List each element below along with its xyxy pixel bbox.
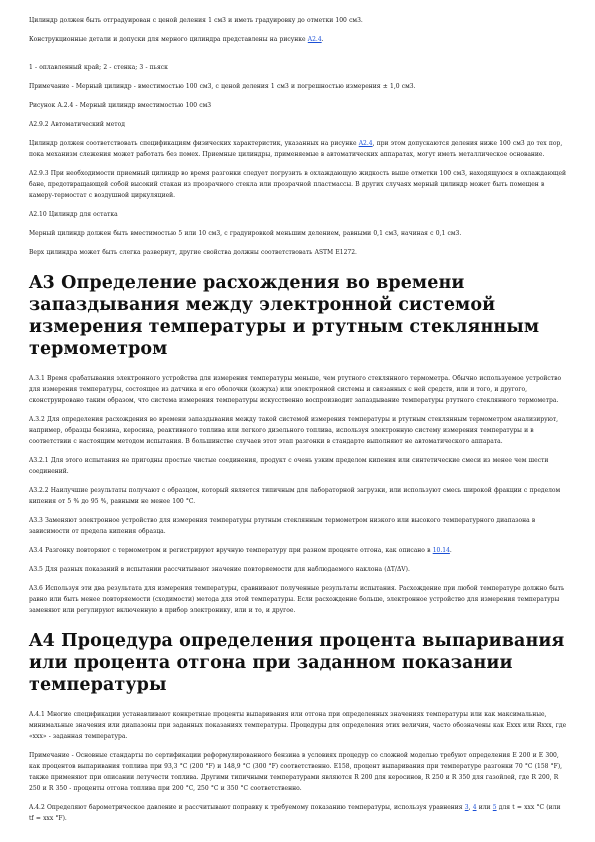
paragraph: Мерный цилиндр должен быть вместимостью 5 или 10 см3, с градуировкой меньшим делением, равными 0,1 см3, начиная с 0,1 см3. xyxy=(29,230,462,237)
paragraph-text: Цилиндр должен соответствовать спецификациям физических характеристик, указанных на рисунке xyxy=(29,140,359,147)
paragraph-text: Конструкционные детали и допуски для мерного цилиндра представлены на рисунке xyxy=(29,36,308,43)
paragraph: A3.2.2 Наилучшие результаты получают с образцом, который является типичным для лабораторной загрузки, или используют смесь широкой фракции с пределом кипения от 5 % до 95 %, равными не менее 100 °C. xyxy=(29,487,561,505)
paragraph-text: , при этом допускаются деления ниже 100 см3 до тех пор, пока механизм слежения может работать без помех. Приемные цилиндры, применяемые в автоматических аппаратах, могут иметь металлическое основание. xyxy=(29,140,563,158)
paragraph-text: . xyxy=(321,36,324,43)
paragraph xyxy=(29,545,567,556)
equation-link[interactable]: 3 xyxy=(464,804,469,811)
note: Примечание - Мерный цилиндр - вместимостью 100 см3, с ценой деления 1 см3 и погрешностью измерения ± 1,0 см3. xyxy=(29,83,416,90)
figure-caption: Рисунок A.2.4 - Мерный цилиндр вместимостью 100 см3 xyxy=(29,102,212,109)
paragraph: A3.5 Для разных показаний в испытании рассчитывают значение повторяемости для наблюдаемого наклона (ΔT/ΔV). xyxy=(29,566,410,573)
paragraph-text: A.4.2 Определяют барометрическое давление и рассчитывают поправку к требуемому показанию температуры, используя уравнения xyxy=(29,804,465,811)
section-heading-a3: A3 Определение расхождения во времени запаздывания между электронной системой измерения температуры и ртутным стеклянным термометром xyxy=(29,273,540,359)
paragraph: A3.6 Используя эти два результата для измерения температуры, сравнивают полученные результаты испытания. Расхождение при любой температуре должно быть равно или быть менее повторяемости (сходимости) метода для этой температуры. Если расхождение больше, электронное устройство для измерения температуры заменяют или регулируют включенную в прибор электронику, или и то, и другое. xyxy=(29,585,565,614)
subsection-title: A2.10 Цилиндр для остатка xyxy=(29,211,118,218)
equation-link[interactable]: 4 xyxy=(472,804,477,811)
paragraph-text: . xyxy=(449,547,452,554)
paragraph xyxy=(29,802,567,824)
paragraph-text: или xyxy=(476,804,493,811)
figure-legend: 1 - оплавленный край; 2 - стенка; 3 - пьяск xyxy=(29,64,168,71)
section-heading-a4: A4 Процедура определения процента выпаривания или процента отгона при заданном показании температуры xyxy=(29,631,565,695)
note: Примечание - Основные стандарты по сертификации реформулированного бензина в условиях процедур со сложной моделью требуют определения E 200 и E 300, как процентов выпаривания топлива при 93,3 °C (200 °F) и 148,9 °C (300 °F) соответственно. E158, процент выпаривания при температуре разгонки 70 °C (158 °F), также применяют при описании летучести топлива. Другими типичными температурами являются R 200 для керосинов, R 250 и R 350 для газойлей, где R 200, R 250 и R 350 - проценты отгона топлива при 200 °C, 250 °C и 350 °C соответственно. xyxy=(29,752,563,792)
paragraph-text: A3.4 Разгонку повторяют с термометром и регистрируют вручную температуру при разном проценте отгона, как описано в xyxy=(29,547,433,554)
paragraph: A.4.1 Многие спецификации устанавливают конкретные проценты выпаривания или отгона при определенных значениях температуры или как максимальные, минимальные значения или диапазоны при заданных показаниях температуры. Процедуры для определения этих величин, часто обозначены как Exxx или Rxxx, где «xxx» - заданная температура. xyxy=(29,711,567,740)
figure-link[interactable]: A2.4 xyxy=(358,140,373,147)
paragraph: A3.3 Заменяют электронное устройство для измерения температуры ртутным стеклянным термометром низкого или высокого температурного диапазона в зависимости от предела кипения образца. xyxy=(29,517,536,535)
figure-link[interactable]: A2.4 xyxy=(307,36,322,43)
paragraph: Цилиндр должен быть отградуирован с ценой деления 1 см3 и иметь градуировку до отметки 100 см3. xyxy=(29,17,363,24)
paragraph xyxy=(29,138,567,160)
paragraph xyxy=(29,34,567,45)
paragraph: A.3.2 Для определения расхождения во времени запаздывания между такой системой измерения температуры и ртутным стеклянным термометром анализируют, например, образцы бензина, керосина, реактивного топлива или легкого дизельного топлива, используя электронную систему измерения температуры и в соответствии с настоящим методом испытания. В большинстве случаев этот этап разгонки в стандарте выполняют не автоматического аппарата. xyxy=(29,416,559,445)
paragraph: A3.2.1 Для этого испытания не пригодны простые чистые соединения, продукт с очень узким пределом кипения или синтетические смеси из менее чем шести соединений. xyxy=(29,457,549,475)
subsection-title: A2.9.2 Автоматический метод xyxy=(29,121,125,128)
paragraph: A2.9.3 При необходимости приемный цилиндр во время разгонки следует погрузить в охлаждающую жидкость выше отметки 100 см3, находящуюся в охлаждающей бане, предотвращающей собой высокий стакан из прозрачного стекла или прозрачной пластмассы. В других случаях мерный цилиндр может быть помещен в камеру-термостат с воздушной циркуляцией. xyxy=(29,170,567,199)
paragraph: A.3.1 Время срабатывания электронного устройства для измерения температуры меньше, чем ртутного стеклянного термометра. Обычно используемое устройство для измерения температуры, состоящее из датчика и его оболочки (кожуха) или электронной системы и связанных с ней средств, или и того, и другого, сконструировано таким образом, что система измерения температуры искусственно воспроизводит запаздывание температуры ртутного стеклянного термометра. xyxy=(29,375,562,404)
paragraph-text: , xyxy=(468,804,473,811)
equation-link[interactable]: 5 xyxy=(492,804,497,811)
clause-link[interactable]: 10.14 xyxy=(432,547,450,554)
paragraph-text: для t = xxx °C (или tf = xxx °F). xyxy=(29,804,561,822)
paragraph: Верх цилиндра может быть слегка развернут, другие свойства должны соответствовать ASTM E1272. xyxy=(29,249,357,256)
